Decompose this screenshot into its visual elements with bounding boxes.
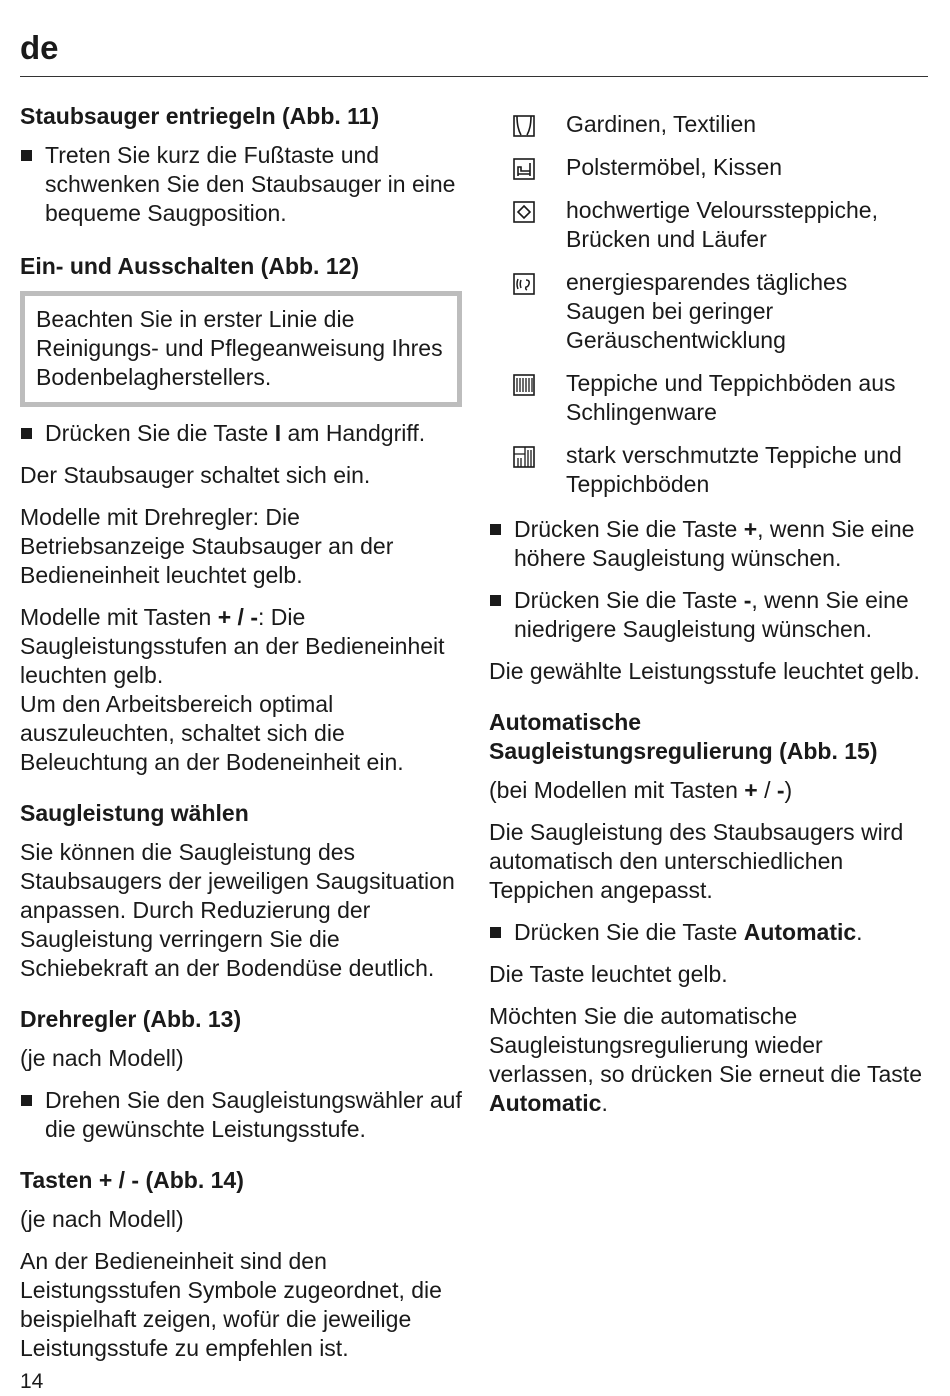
page-number: 14 [20, 1370, 44, 1393]
symbol-row-loop-carpet [489, 369, 929, 427]
bullet-unlock [20, 141, 462, 228]
key-plus-minus: + / - [217, 604, 258, 630]
symbol-text-dirty-carpet: stark verschmutzte Teppiche und Teppichböden [566, 442, 902, 497]
key-i: I [274, 420, 282, 446]
heading-keys: Tasten + / - (Abb. 14) [20, 1167, 244, 1193]
symbol-text-curtains: Gardinen, Textilien [566, 111, 757, 137]
symbol-row-dirty-carpet [489, 441, 929, 499]
bullet-square-icon [21, 1095, 32, 1106]
heading-unlock: Staubsauger entriegeln (Abb. 11) [20, 103, 380, 129]
para-key-lit: Die Taste leuchtet gelb. [489, 961, 728, 987]
bullet-press-i-pre: Drücken Sie die Taste [45, 420, 275, 446]
symbol-row-velour [489, 196, 929, 254]
para-auto-model-note: (bei Modellen mit Tasten + / -) [489, 777, 793, 803]
para-keys-model-note: (je nach Modell) [20, 1206, 184, 1232]
bullet-square-icon [21, 428, 32, 439]
language-code: de [20, 29, 59, 66]
heading-on-off: Ein- und Ausschalten (Abb. 12) [20, 253, 360, 279]
para-dial-model-note: (je nach Modell) [20, 1045, 184, 1071]
bullet-press-i-post: am Handgriff. [281, 420, 426, 446]
dirty-carpet-icon [512, 445, 536, 469]
bullet-square-icon [490, 595, 501, 606]
heading-automatic: Automatische Saugleistungsregulierung (Abb. 15) [489, 709, 878, 764]
quiet-mode-icon [512, 272, 536, 296]
bullet-square-icon [490, 927, 501, 938]
symbol-text-upholstery: Polstermöbel, Kissen [566, 154, 783, 180]
para-exit-auto: Möchten Sie die automatische Saugleistungsregulierung wieder verlassen, so drücken Sie erneut die Taste Automatic. [489, 1003, 922, 1116]
key-automatic: Automatic [743, 919, 857, 945]
bullet-square-icon [21, 150, 32, 161]
bullet-press-i [20, 419, 462, 448]
heading-dial: Drehregler (Abb. 13) [20, 1006, 242, 1032]
armchair-icon [512, 157, 536, 181]
bullet-automatic: Drücken Sie die Taste Automatic. [489, 918, 929, 947]
note-text: Beachten Sie in erster Linie die Reinigungs- und Pflegeanweisung Ihres Bodenbelagherstellers. [36, 306, 443, 390]
velour-rug-icon [512, 200, 536, 224]
para-key-models: Modelle mit Tasten + / -: Die Saugleistungsstufen an der Bedieneinheit leuchten gelb. [20, 604, 445, 688]
symbol-text-quiet: energiesparendes tägliches Saugen bei geringer Geräuschentwicklung [566, 269, 848, 353]
bullet-plus: Drücken Sie die Taste +, wenn Sie eine höhere Saugleistung wünschen. [489, 515, 929, 573]
key-automatic-2: Automatic [489, 1090, 602, 1116]
symbol-row-curtains [489, 110, 929, 139]
para-switched-on: Der Staubsauger schaltet sich ein. [20, 462, 371, 488]
symbol-row-quiet [489, 268, 929, 355]
para-suction-power: Sie können die Saugleistung des Staubsaugers der jeweiligen Saugsituation anpassen. Durch Reduzierung der Saugleistung verringern Sie die Schiebekraft an der Bodendüse deutlich. [20, 839, 455, 981]
para-dial-models: Modelle mit Drehregler: Die Betriebsanzeige Staubsauger an der Bedieneinheit leuchtet gelb. [20, 504, 394, 588]
curtain-icon [512, 114, 536, 138]
para-selected-level: Die gewählte Leistungsstufe leuchtet gelb. [489, 658, 920, 684]
para-auto-adjust: Die Saugleistung des Staubsaugers wird automatisch den unterschiedlichen Teppichen angepasst. [489, 819, 904, 903]
note-box [20, 291, 462, 407]
bullet-unlock-text: Treten Sie kurz die Fußtaste und schwenken Sie den Staubsauger in eine bequeme Saugposition. [45, 142, 456, 226]
right-column [489, 110, 929, 1131]
para-keys-symbols: An der Bedieneinheit sind den Leistungsstufen Symbole zugeordnet, die beispielhaft zeigen, wofür die jeweilige Leistungsstufe zu empfehlen ist. [20, 1248, 442, 1361]
key-plus: + [743, 516, 758, 542]
loop-carpet-icon [512, 373, 536, 397]
symbol-text-loop-carpet: Teppiche und Teppichböden aus Schlingenware [566, 370, 896, 425]
key-minus: - [743, 587, 752, 613]
bullet-square-icon [490, 524, 501, 535]
header-rule [20, 76, 928, 77]
symbol-row-upholstery [489, 153, 929, 182]
left-column [20, 102, 462, 1376]
bullet-dial-text: Drehen Sie den Saugleistungswähler auf die gewünschte Leistungsstufe. [45, 1087, 462, 1142]
heading-suction-power: Saugleistung wählen [20, 800, 249, 826]
para-lighting: Um den Arbeitsbereich optimal auszuleuchten, schaltet sich die Beleuchtung an der Bodeneinheit ein. [20, 691, 404, 775]
symbol-text-velour: hochwertige Velourssteppiche, Brücken und Läufer [566, 197, 878, 252]
bullet-dial [20, 1086, 462, 1144]
bullet-minus: Drücken Sie die Taste -, wenn Sie eine niedrigere Saugleistung wünschen. [489, 586, 929, 644]
